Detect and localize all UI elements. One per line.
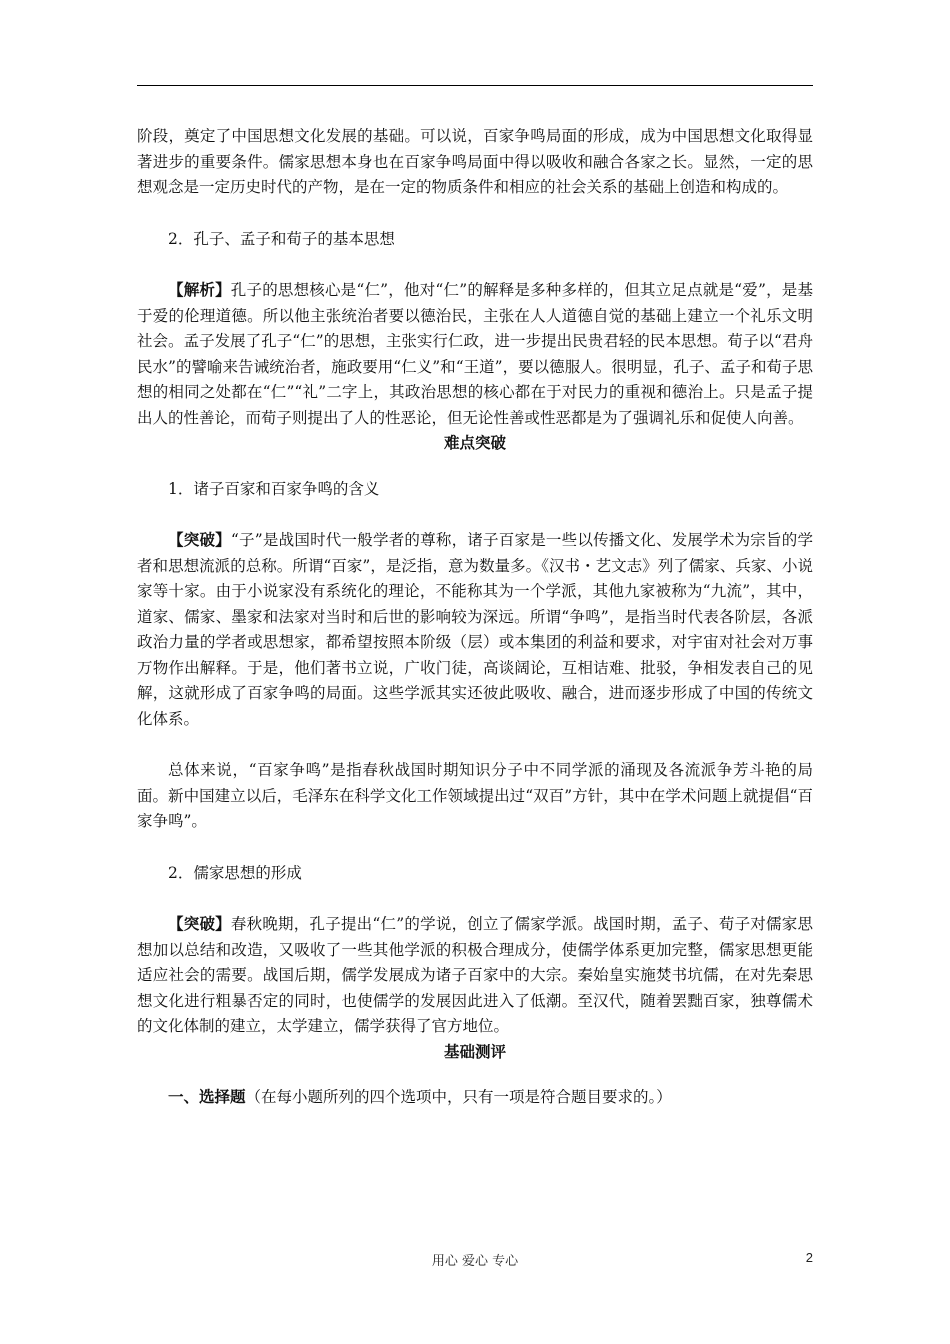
analysis-lead: 【解析】 [168, 281, 231, 299]
item-zhuzi: 1．诸子百家和百家争鸣的含义 [168, 479, 380, 498]
heading-difficulty: 难点突破 [443, 434, 506, 452]
item-confucius-mencius-xunzi: 2．孔子、孟子和荀子的基本思想 [168, 229, 395, 248]
page-number: 2 [805, 1250, 813, 1265]
item-confucianism: 2．儒家思想的形成 [168, 863, 302, 882]
breakthrough-text-2: 春秋晚期，孔子提出“仁”的学说，创立了儒家学派。战国时期，孟子、荀子对儒家思想加以总结和改造，又吸收了一些其他学派的积极合理成分，使儒学体系更加完整，儒家思想更能适应社会的需要。战国后期，儒学发展成为诸子百家中的大宗。秦始皇实施焚书坑儒，在对先秦思想文化进行粗暴否定的同时，也使儒学的发展因此进入了低潮。至汉代，随着罢黜百家，独尊儒术的文化体制的建立，太学建立，儒学获得了官方地位。 [137, 915, 813, 1035]
breakthrough-paragraph-1 [137, 528, 813, 732]
choice-lead: 一、选择题 [168, 1088, 246, 1106]
breakthrough-text-1: “子”是战国时代一般学者的尊称，诸子百家是一些以传播文化、发展学术为宗旨的学者和思想流派的总称。所谓“百家”，是泛指，意为数量多。《汉书・艺文志》列了儒家、兵家、小说家等十家。由于小说家没有系统化的理论，不能称其为一个学派，其他九家被称为“九流”，其中，道家、儒家、墨家和法家对当时和后世的影响较为深远。所谓“争鸣”，是指当时代表各阶层，各派政治力量的学者或思想家，都希望按照本阶级（层）或本集团的利益和要求，对宇宙对社会对万事万物作出解释。于是，他们著书立说，广收门徒，高谈阔论，互相诘难、批驳，争相发表自己的见解，这就形成了百家争鸣的局面。这些学派其实还彼此吸收、融合，进而逐步形成了中国的传统文化体系。 [137, 531, 813, 728]
page-content [137, 124, 813, 1111]
breakthrough-paragraph-2 [137, 912, 813, 1040]
intro-paragraph: 阶段，奠定了中国思想文化发展的基础。可以说，百家争鸣局面的形成，成为中国思想文化取得显著进步的重要条件。儒家思想本身也在百家争鸣局面中得以吸收和融合各家之长。显然，一定的思想观念是一定历史时代的产物，是在一定的物质条件和相应的社会关系的基础上创造和构成的。 [137, 127, 813, 196]
summary-paragraph: 总体来说，“百家争鸣”是指春秋战国时期知识分子中不同学派的涌现及各流派争芳斗艳的局面。新中国建立以后，毛泽东在科学文化工作领域提出过“双百”方针，其中在学术问题上就提倡“百家争鸣”。 [137, 761, 813, 830]
analysis-paragraph [137, 278, 813, 431]
heading-basic-test: 基础测评 [443, 1042, 506, 1061]
analysis-text: 孔子的思想核心是“仁”，他对“仁”的解释是多种多样的，但其立足点就是“爱”，是基于爱的伦理道德。所以他主张统治者要以德治民，主张在人人道德自觉的基础上建立一个礼乐文明社会。孟子发展了孔子“仁”的思想，主张实行仁政，进一步提出民贵君轻的民本思想。荀子以“君舟民水”的譬喻来告诫统治者，施政要用“仁义”和“王道”，要以德服人。很明显，孔子、孟子和荀子思想的相同之处都在“仁”“礼”二字上，其政治思想的核心都在于对民力的重视和德治上。只是孟子提出人的性善论，而荀子则提出了人的性恶论，但无论性善或性恶都是为了强调礼乐和促使人向善。 [137, 281, 813, 427]
choice-instruction: （在每小题所列的四个选项中，只有一项是符合题目要求的。） [245, 1088, 672, 1106]
breakthrough-lead-2: 【突破】 [168, 915, 231, 933]
choice-section-title [137, 1085, 813, 1111]
breakthrough-lead-1: 【突破】 [168, 531, 231, 549]
header-rule [137, 85, 813, 86]
footer-text: 用心 爱心 专心 [431, 1254, 519, 1269]
